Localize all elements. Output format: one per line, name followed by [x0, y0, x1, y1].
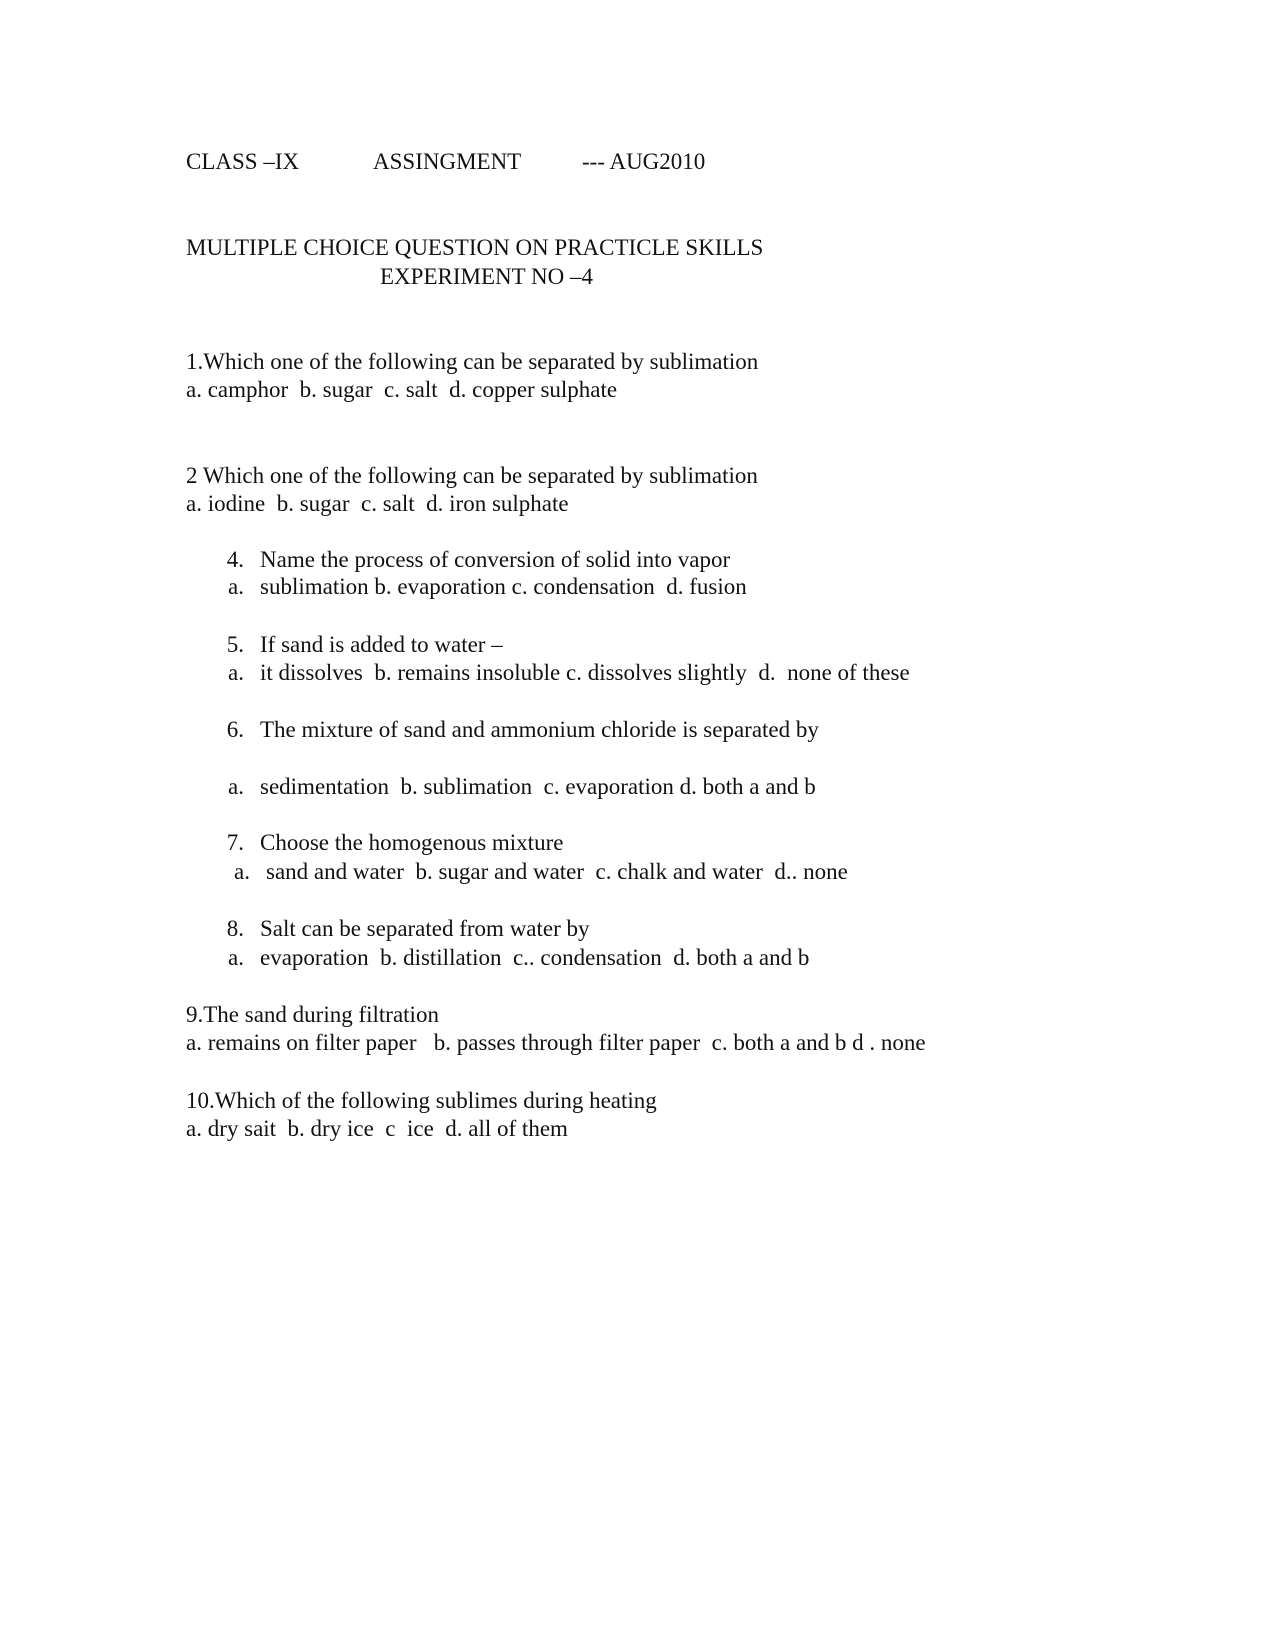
question-7-text: Choose the homogenous mixture	[260, 830, 564, 855]
question-5-option-marker: a.	[228, 660, 244, 685]
question-4-option-marker: a.	[228, 574, 244, 599]
question-4-number: 4.	[226, 547, 244, 572]
question-1-text: 1.Which one of the following can be separated by sublimation	[186, 349, 759, 374]
question-8-options: evaporation b. distillation c.. condensation d. both a and b	[260, 945, 810, 970]
question-7-options: sand and water b. sugar and water c. chalk and water d.. none	[266, 859, 848, 884]
question-2-text: 2 Which one of the following can be separated by sublimation	[186, 463, 758, 488]
question-1-options: a. camphor b. sugar c. salt d. copper sulphate	[186, 377, 618, 402]
question-2-options: a. iodine b. sugar c. salt d. iron sulphate	[186, 491, 569, 516]
question-5-options: it dissolves b. remains insoluble c. dissolves slightly d. none of these	[260, 660, 910, 685]
question-10-text: 10.Which of the following sublimes during heating	[186, 1088, 657, 1113]
question-6-options: sedimentation b. sublimation c. evaporation d. both a and b	[260, 774, 816, 799]
question-9-options: a. remains on filter paper b. passes through filter paper c. both a and b d . none	[186, 1030, 926, 1055]
question-4-options: sublimation b. evaporation c. condensation d. fusion	[260, 574, 747, 599]
question-4-text: Name the process of conversion of solid into vapor	[260, 547, 731, 572]
question-5-text: If sand is added to water –	[260, 632, 503, 657]
class-label: CLASS –IX	[186, 149, 300, 174]
question-9-text: 9.The sand during filtration	[186, 1002, 439, 1027]
date-label: --- AUG2010	[582, 149, 706, 174]
page-subtitle: EXPERIMENT NO –4	[380, 264, 593, 289]
assignment-label: ASSINGMENT	[373, 149, 522, 174]
question-8-text: Salt can be separated from water by	[260, 916, 590, 941]
question-6-number: 6.	[226, 717, 244, 742]
question-8-number: 8.	[226, 916, 244, 941]
question-10-options: a. dry sait b. dry ice c ice d. all of them	[186, 1116, 568, 1141]
question-6-option-marker: a.	[228, 774, 244, 799]
page-title: MULTIPLE CHOICE QUESTION ON PRACTICLE SKILLS	[186, 235, 764, 260]
question-7-number: 7.	[226, 830, 244, 855]
question-8-option-marker: a.	[228, 945, 244, 970]
question-7-option-marker: a.	[234, 859, 250, 884]
question-6-text: The mixture of sand and ammonium chloride is separated by	[260, 717, 819, 742]
question-5-number: 5.	[226, 632, 244, 657]
